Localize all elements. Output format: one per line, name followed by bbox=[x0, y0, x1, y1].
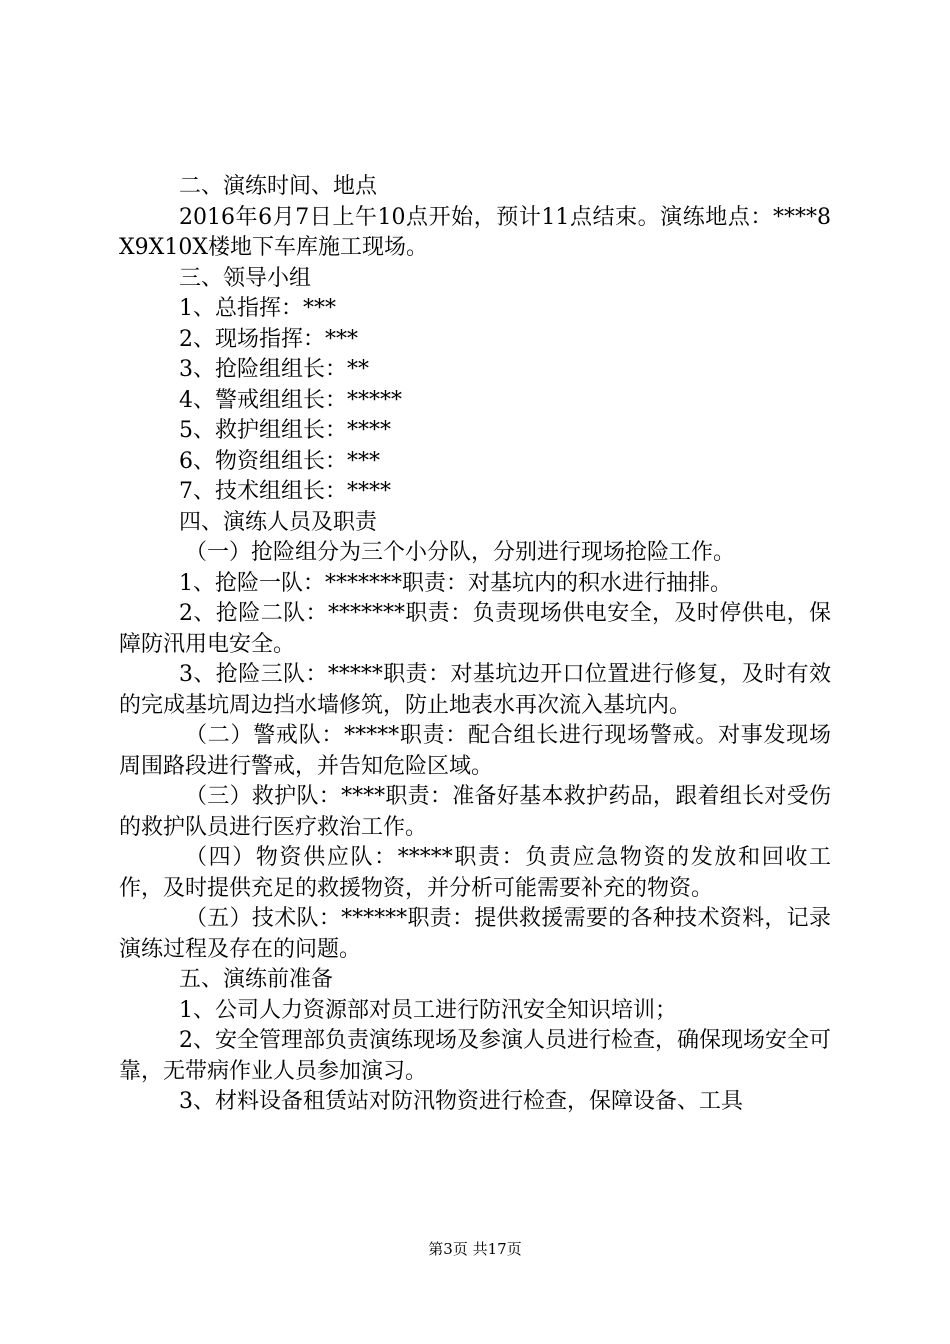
paragraph-medical-team: （三）救护队：****职责：准备好基本救护药品，跟着组长对受伤的救护队员进行医疗救治工作。 bbox=[119, 784, 831, 840]
section-heading-leadership: 三、领导小组 bbox=[179, 265, 312, 291]
paragraph-prep-inspection: 2、安全管理部负责演练现场及参演人员进行检查，确保现场安全可靠，无带病作业人员参加演习。 bbox=[119, 1028, 831, 1084]
section-heading-preparation: 五、演练前准备 bbox=[179, 967, 334, 992]
list-item-commander: 1、总指挥：*** bbox=[179, 296, 336, 321]
paragraph-prep-materials: 3、材料设备租赁站对防汛物资进行检查，保障设备、工具 bbox=[179, 1089, 743, 1114]
paragraph-schedule-details: 2016年6月7日上午10点开始，预计11点结束。演练地点：****8X9X10X楼地下车库施工现场。 bbox=[119, 204, 831, 260]
paragraph-rescue-group: （一）抢险组分为三个小分队，分别进行现场抢险工作。 bbox=[185, 540, 736, 565]
list-item-medical-leader: 5、救护组组长：**** bbox=[179, 418, 391, 443]
paragraph-rescue-team-3: 3、抢险三队：*****职责：对基坑边开口位置进行修复，及时有效的完成基坑周边挡水墙修筑，防止地表水再次流入基坑内。 bbox=[119, 662, 831, 718]
paragraph-prep-training: 1、公司人力资源部对员工进行防汛安全知识培训； bbox=[179, 997, 677, 1023]
list-item-site-commander: 2、现场指挥：*** bbox=[179, 326, 358, 352]
list-item-tech-leader: 7、技术组组长：**** bbox=[179, 479, 391, 504]
list-item-rescue-leader: 3、抢险组组长：** bbox=[179, 357, 369, 382]
paragraph-tech-team: （五）技术队：******职责：提供救援需要的各种技术资料，记录演练过程及存在的问题。 bbox=[119, 906, 831, 962]
document-body bbox=[119, 172, 831, 1118]
paragraph-rescue-team-1: 1、抢险一队：*******职责：对基坑内的积水进行抽排。 bbox=[179, 570, 732, 596]
section-heading-personnel: 四、演练人员及职责 bbox=[179, 509, 378, 535]
section-heading-schedule: 二、演练时间、地点 bbox=[179, 174, 378, 199]
paragraph-guard-team: （二）警戒队：*****职责：配合组长进行现场警戒。对事发现场周围路段进行警戒，并告知危险区域。 bbox=[119, 723, 831, 779]
page-number-footer: 第3页 共17页 bbox=[428, 1240, 522, 1258]
paragraph-rescue-team-2: 2、抢险二队：*******职责：负责现场供电安全，及时停供电，保障防汛用电安全。 bbox=[119, 601, 831, 657]
paragraph-supply-team: （四）物资供应队：*****职责：负责应急物资的发放和回收工作，及时提供充足的救援物资，并分析可能需要补充的物资。 bbox=[119, 845, 831, 901]
list-item-supply-leader: 6、物资组组长：*** bbox=[179, 448, 380, 474]
list-item-guard-leader: 4、警戒组组长：***** bbox=[179, 387, 402, 413]
